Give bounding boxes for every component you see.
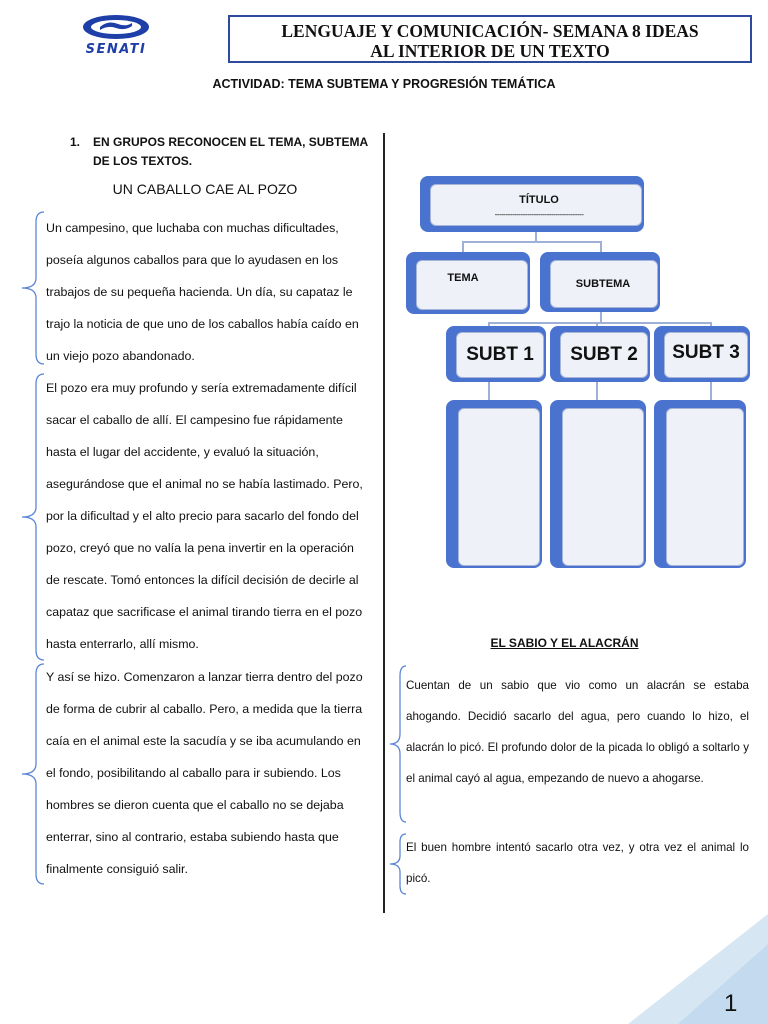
diagram-subt1-label: SUBT 1 (466, 344, 534, 365)
diagram-title-dashes: ----------------------------------------- (494, 210, 584, 219)
connector-line (710, 382, 712, 402)
diagram-subt3-content-box (654, 400, 746, 568)
theme-diagram (400, 170, 768, 590)
brace-icon (18, 210, 48, 366)
page-title-box (228, 15, 752, 63)
question-1 (70, 133, 370, 171)
story1-paragraph-2: El pozo era muy profundo y sería extremadamente difícil sacar el caballo de allí. El campesino fue rápidamente hasta el lugar del accidente, y evaluó la situación, asegurándose que el animal no se había lastimado. Pero, por la dificultad y el alto precio para sacarlo del fondo del pozo, creyó que no valía la pena invertir en la operación de rescate. Tomó entonces la difícil decisión de decirle al capataz que sacrificase el animal tirando tierra en el pozo hasta enterrarlo, allí mismo. (46, 381, 363, 651)
connector-line (462, 241, 602, 243)
diagram-subt3-box (654, 326, 750, 382)
page-number: 1 (724, 990, 738, 1017)
senati-logo-icon (56, 14, 176, 44)
diagram-tema-box (406, 252, 530, 314)
question-number: 1. (70, 135, 81, 149)
page-title-line1: LENGUAJE Y COMUNICACIÓN- SEMANA 8 IDEAS (281, 21, 699, 41)
brace-icon (18, 662, 48, 886)
brace-icon (18, 372, 48, 662)
diagram-subt2-label: SUBT 2 (570, 344, 638, 365)
activity-heading: ACTIVIDAD: TEMA SUBTEMA Y PROGRESIÓN TEMÁTICA (212, 77, 556, 91)
column-divider (383, 133, 385, 913)
question-text: EN GRUPOS RECONOCEN EL TEMA, SUBTEMA DE LOS TEXTOS. (93, 135, 368, 168)
story2-paragraph-2: El buen hombre intentó sacarlo otra vez, y otra vez el animal lo picó. (406, 841, 749, 885)
logo-text: SENATI (85, 42, 147, 57)
story1-paragraph-1: Un campesino, que luchaba con muchas dificultades, poseía algunos caballos para que lo ayudasen en los trabajos de su pequeña hacienda. Un día, su capataz le trajo la noticia de que uno de los caballos había caído en un viejo pozo abandonado. (46, 221, 359, 363)
diagram-subt1-content-box (446, 400, 542, 568)
diagram-subt1-box (446, 326, 546, 382)
corner-decoration-icon (618, 914, 768, 1024)
diagram-subtema-label: SUBTEMA (575, 278, 631, 290)
story2-title: EL SABIO Y EL ALACRÁN (490, 636, 639, 650)
connector-line (596, 382, 598, 402)
story2-paragraph-1: Cuentan de un sabio que vio como un alacrán se estaba ahogando. Decidió sacarlo del agua, pero cuando lo hizo, el alacrán lo picó. El profundo dolor de la picada lo obligó a soltarlo y el animal cayó al agua, empezando de nuevo a ahogarse. (406, 679, 749, 785)
diagram-subtema-box (540, 252, 660, 312)
page-title-line2: AL INTERIOR DE UN TEXTO (370, 41, 610, 61)
diagram-subt3-label: SUBT 3 (672, 342, 740, 363)
senati-logo (56, 14, 176, 58)
diagram-title-box (420, 176, 644, 232)
connector-line (488, 322, 712, 324)
diagram-subt2-content-box (550, 400, 646, 568)
connector-line (488, 382, 490, 402)
diagram-tema-label: TEMA (447, 272, 479, 284)
diagram-subt2-box (550, 326, 650, 382)
diagram-title-label: TÍTULO (519, 194, 559, 206)
story1-title: UN CABALLO CAE AL POZO (112, 181, 298, 197)
story1-paragraph-3: Y así se hizo. Comenzaron a lanzar tierra dentro del pozo de forma de cubrir al caballo. Pero, a medida que la tierra caía en el animal este la sacudía y se iba acumulando en el fondo, posibilitando al caballo para ir subiendo. Los hombres se dieron cuenta que el caballo no se dejaba enterrar, sino al contrario, estaba subiendo hasta que finalmente consiguió salir. (46, 670, 363, 876)
